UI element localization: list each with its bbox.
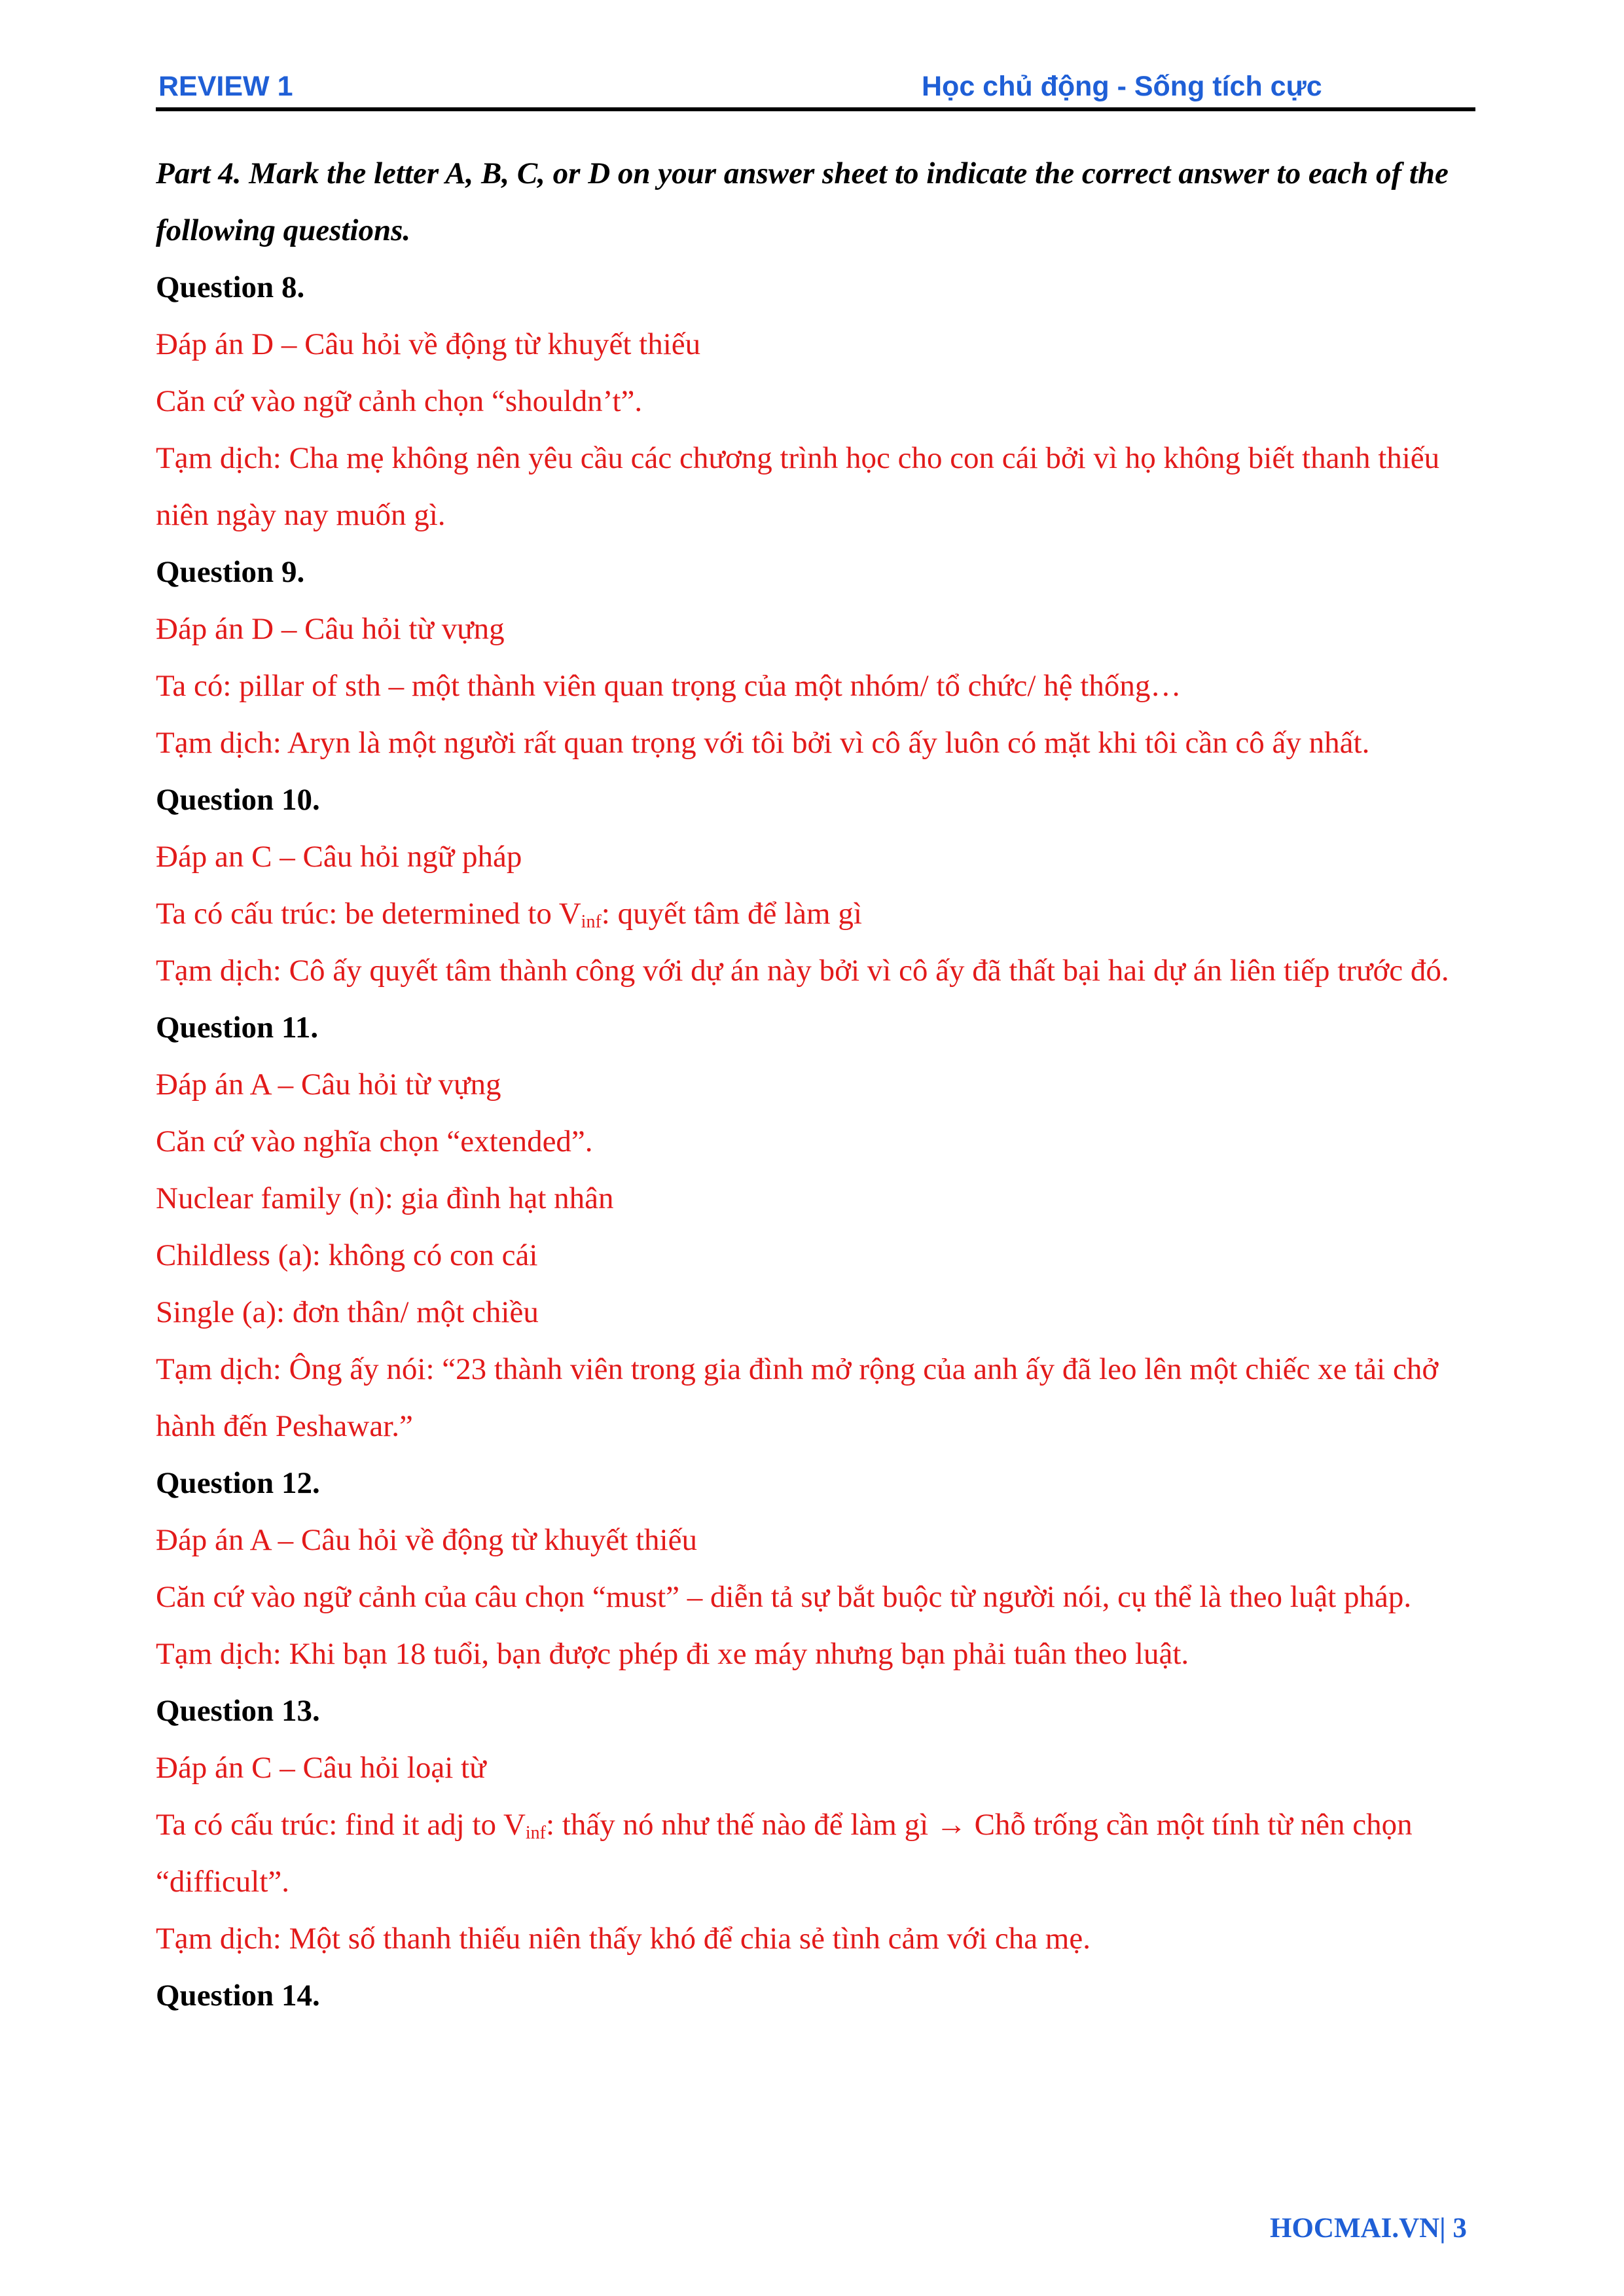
part-instruction: Part 4. Mark the letter A, B, C, or D on your answer sheet to indicate the correct answer to each of the following questions. [156,156,1449,247]
question-9-translation: Tạm dịch: Aryn là một người rất quan trọng với tôi bởi vì cô ấy luôn có mặt khi tôi cần cô ấy nhất. [156,726,1370,760]
header-review-title: REVIEW 1 [158,71,293,102]
question-13-explanation: Ta có cấu trúc: find it adj to $V_{inf}$: thấy nó như thế nào để làm gì → Chỗ trống cần một tính từ nên chọn “difficult”. [156,1808,1413,1899]
question-12-explanation: Căn cứ vào ngữ cảnh của câu chọn “must” – diễn tả sự bắt buộc từ người nói, cụ thể là theo luật pháp. [156,1580,1412,1614]
question-10-translation: Tạm dịch: Cô ấy quyết tâm thành công với dự án này bởi vì cô ấy đã thất bại hai dự án liên tiếp trước đó. [156,954,1449,988]
question-9-title: Question 9. [156,555,305,589]
question-8-title: Question 8. [156,270,305,304]
question-13-translation: Tạm dịch: Một số thanh thiếu niên thấy khó để chia sẻ tình cảm với cha mẹ. [156,1922,1091,1956]
header-slogan: Học chủ động - Sống tích cực [922,71,1322,102]
question-10-title: Question 10. [156,783,320,817]
question-11-answer: Đáp án A – Câu hỏi từ vựng [156,1067,501,1102]
question-11-option-childless: Childless (a): không có con cái [156,1238,538,1272]
question-9-answer: Đáp án D – Câu hỏi từ vựng [156,612,505,646]
question-10-answer: Đáp an C – Câu hỏi ngữ pháp [156,840,522,874]
question-11-option-nuclear: Nuclear family (n): gia đình hạt nhân [156,1181,614,1215]
page-footer: HOCMAI.VN| 3 [1270,2213,1467,2244]
question-11-title: Question 11. [156,1011,319,1045]
question-13-title: Question 13. [156,1694,320,1728]
question-8-translation: Tạm dịch: Cha mẹ không nên yêu cầu các chương trình học cho con cái bởi vì họ không biết thanh thiếu niên ngày nay muốn gì. [156,441,1440,532]
header-rule [156,107,1475,111]
question-9-explanation: Ta có: pillar of sth – một thành viên quan trọng của một nhóm/ tổ chức/ hệ thống… [156,669,1182,703]
question-11-option-single: Single (a): đơn thân/ một chiều [156,1295,539,1329]
question-8-answer: Đáp án D – Câu hỏi về động từ khuyết thiếu [156,327,701,361]
document-body [156,145,1485,2024]
question-14-title: Question 14. [156,1979,320,2013]
question-8-explanation: Căn cứ vào ngữ cảnh chọn “shouldn’t”. [156,384,643,418]
question-10-explanation: Ta có cấu trúc: be determined to $V_{inf}$: quyết tâm để làm gì [156,897,862,932]
question-13-answer: Đáp án C – Câu hỏi loại từ [156,1751,486,1785]
question-11-translation: Tạm dịch: Ông ấy nói: “23 thành viên trong gia đình mở rộng của anh ấy đã leo lên một chiếc xe tải chở hành đến Peshawar.” [156,1352,1439,1443]
question-12-title: Question 12. [156,1466,320,1500]
question-12-translation: Tạm dịch: Khi bạn 18 tuổi, bạn được phép đi xe máy nhưng bạn phải tuân theo luật. [156,1637,1189,1671]
page-header [156,65,1475,113]
question-12-answer: Đáp án A – Câu hỏi về động từ khuyết thiếu [156,1523,697,1557]
question-11-explanation: Căn cứ vào nghĩa chọn “extended”. [156,1124,593,1158]
